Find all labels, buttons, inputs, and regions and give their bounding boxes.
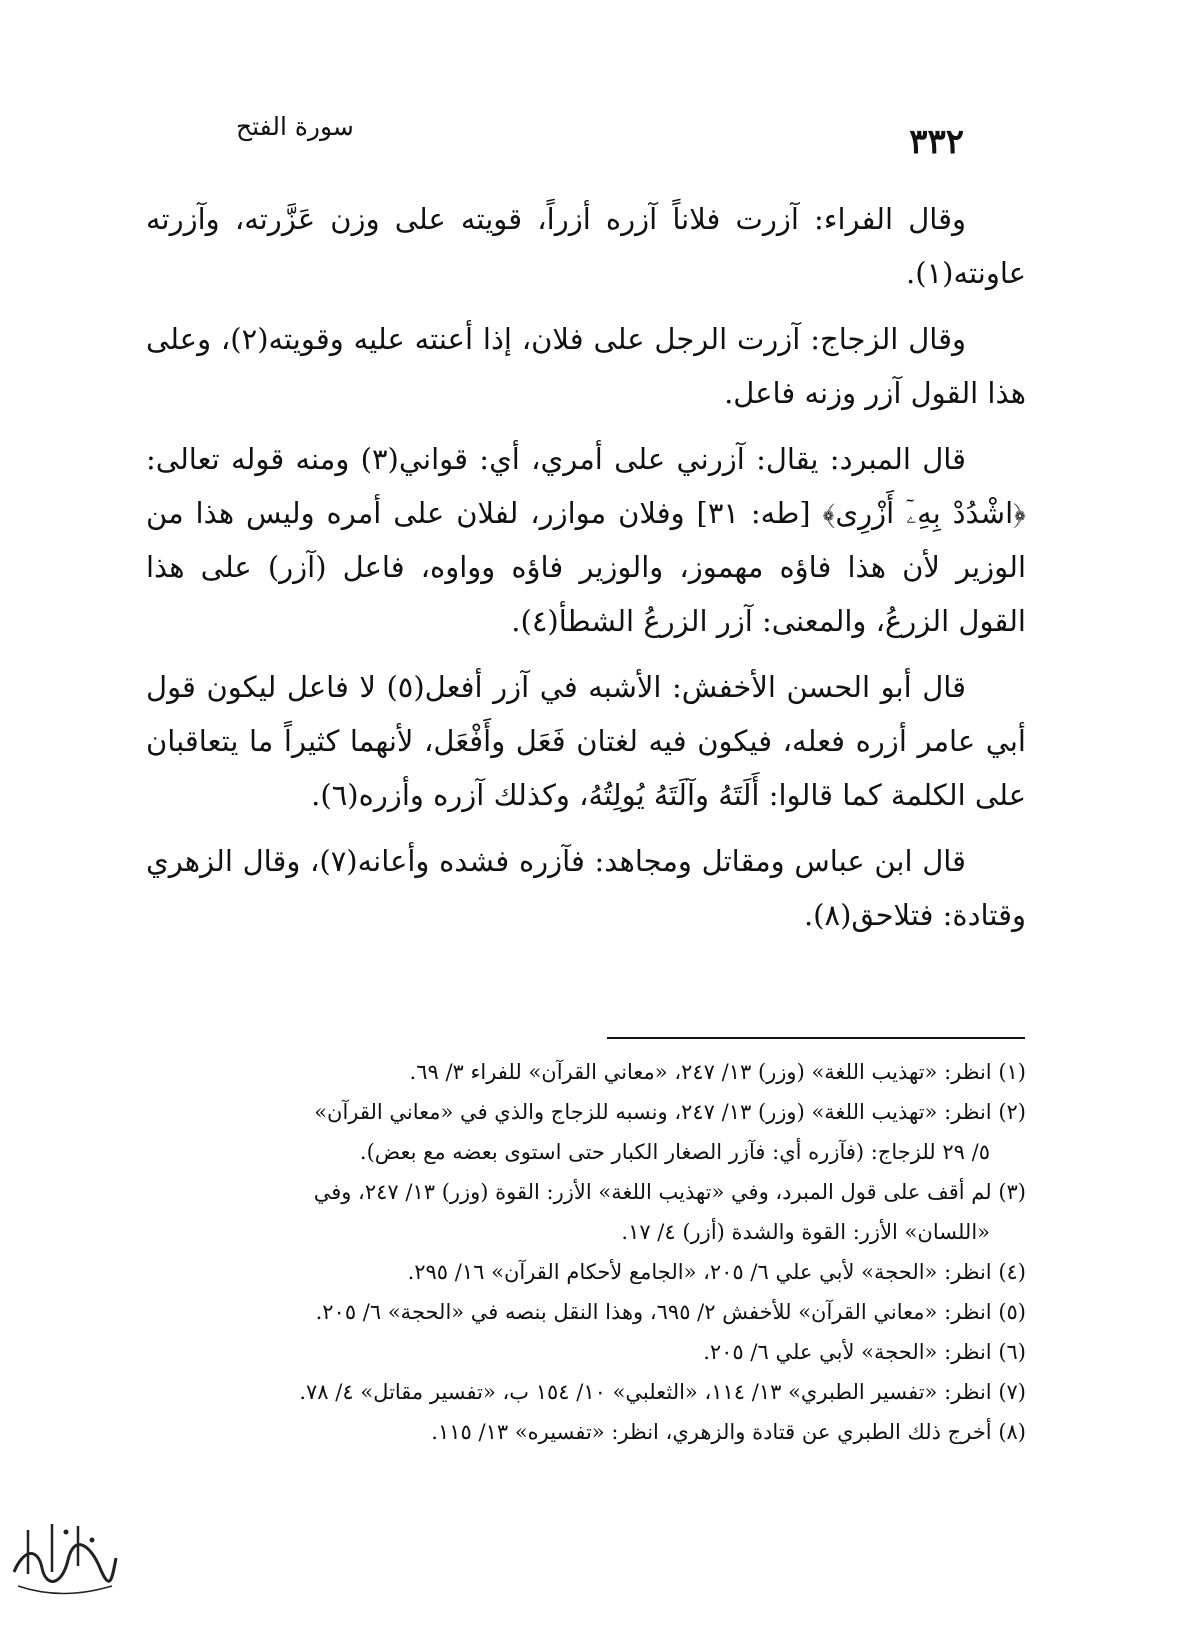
footnote-8: (٨) أخرج ذلك الطبري عن قتادة والزهري، انظر: «تفسيره» ١٣/ ١١٥. [431, 1420, 1026, 1444]
paragraph-2: وقال الزجاج: آزرت الرجل على فلان، إذا أعنته عليه وقويته(٢)، وعلى هذا القول آزر وزنه فاعل. [146, 322, 1026, 410]
watermark-logo [8, 1502, 120, 1606]
footnote-5: (٥) انظر: «معاني القرآن» للأخفش ٢/ ٦٩٥، وهذا النقل بنصه في «الحجة» ٦/ ٢٠٥. [315, 1300, 1026, 1324]
main-text [146, 192, 1026, 954]
footnote-6: (٦) انظر: «الحجة» لأبي علي ٦/ ٢٠٥. [703, 1340, 1026, 1364]
footnotes [140, 1052, 1026, 1452]
page-number: ٣٣٢ [909, 122, 964, 162]
paragraph-4: قال أبو الحسن الأخفش: الأشبه في آزر أفعل(٥) لا فاعل ليكون قول أبي عامر أزره فعله، فيكون فيه لغتان فَعَل وأَفْعَل، لأنهما كثيراً ما يتعاقبان على الكلمة كما قالوا: أَلَتَهُ وآلَتَهُ يُولِتُهُ، وكذلك آزره وأزره(٦). [146, 670, 1026, 812]
footnote-divider [607, 1037, 1025, 1039]
footnote-3: (٣) لم أقف على قول المبرد، وفي «تهذيب اللغة» الأزر: القوة (وزر) ١٣/ ٢٤٧، وفي [313, 1180, 1026, 1204]
footnote-2: (٢) انظر: «تهذيب اللغة» (وزر) ١٣/ ٢٤٧، ونسبه للزجاج والذي في «معاني القرآن» [314, 1100, 1026, 1124]
footnote-7: (٧) انظر: «تفسير الطبري» ١٣/ ١١٤، «الثعلبي» ١٠/ ١٥٤ ب، «تفسير مقاتل» ٤/ ٧٨. [299, 1380, 1026, 1404]
paragraph-3: قال المبرد: يقال: آزرني على أمري، أي: قواني(٣) ومنه قوله تعالى: ﴿اشْدُدْ بِهِۦٓ أَزْرِى﴾ [طه: ٣١] وفلان موازر، لفلان على أمره وليس هذا من الوزير لأن هذا فاؤه مهموز، والوزير فاؤه وواوه، فاعل (آزر) على هذا القول الزرعُ، والمعنى: آزر الزرعُ الشطأ(٤). [146, 442, 1026, 638]
paragraph-5: قال ابن عباس ومقاتل ومجاهد: فآزره فشده وأعانه(٧)، وقال الزهري وقتادة: فتلاحق(٨). [146, 844, 1026, 932]
surah-title: سورة الفتح [236, 112, 354, 141]
paragraph-1: وقال الفراء: آزرت فلاناً آزره أزراً، قويته على وزن عَزَّرته، وآزرته عاونته(١). [146, 202, 1026, 290]
page-header [200, 106, 1000, 166]
footnote-4: (٤) انظر: «الحجة» لأبي علي ٦/ ٢٠٥، «الجامع لأحكام القرآن» ١٦/ ٢٩٥. [407, 1260, 1026, 1284]
footnote-1: (١) انظر: «تهذيب اللغة» (وزر) ١٣/ ٢٤٧، «معاني القرآن» للفراء ٣/ ٦٩. [409, 1060, 1026, 1084]
footnote-2-continuation: ٥/ ٢٩ للزجاج: (فآزره أي: فآزر الصغار الكبار حتى استوى بعضه مع بعض). [359, 1140, 990, 1164]
footnote-3-continuation: «اللسان» الأزر: القوة والشدة (أزر) ٤/ ١٧. [621, 1220, 990, 1244]
